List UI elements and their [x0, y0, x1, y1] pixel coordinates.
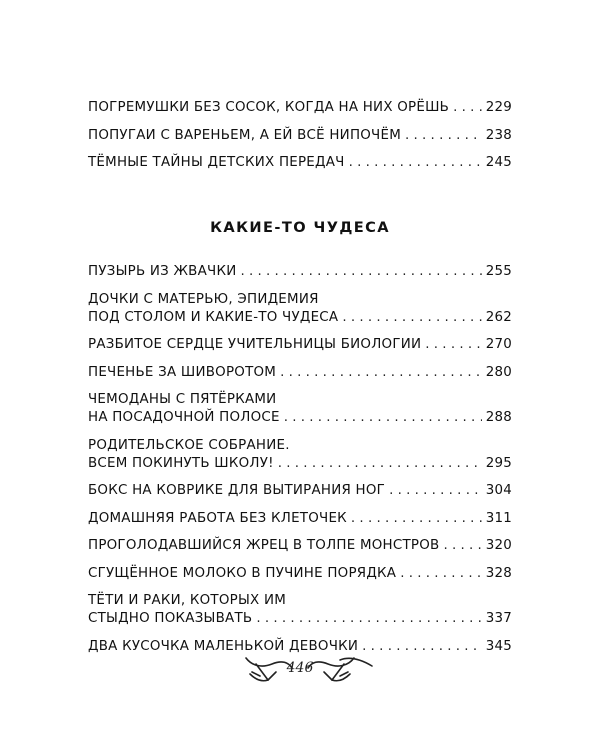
toc-entry-title-line: ДОЧКИ С МАТЕРЬЮ, ЭПИДЕМИЯ — [88, 291, 319, 307]
toc-page-number: 255 — [485, 264, 512, 279]
dot-leader — [349, 154, 482, 172]
dot-leader — [284, 409, 482, 427]
toc-page-number: 311 — [485, 510, 512, 526]
toc-entry — [88, 437, 512, 473]
toc-entry-title-line: ПОД СТОЛОМ И КАКИЕ-ТО ЧУДЕСА — [88, 309, 339, 325]
toc-entry-title-line: ПУЗЫРЬ ИЗ ЖВАЧКИ — [88, 264, 237, 279]
toc-section-list — [88, 263, 512, 665]
dot-leader — [425, 336, 481, 354]
toc-entry — [88, 154, 512, 172]
section-title: КАКИЕ-ТО ЧУДЕСА — [210, 219, 390, 236]
toc-entry-title-line: ТЁТИ И РАКИ, КОТОРЫХ ИМ — [88, 593, 287, 608]
toc-entry-title-line: НА ПОСАДОЧНОЙ ПОЛОСЕ — [88, 410, 280, 425]
dot-leader — [351, 510, 482, 528]
toc-entry-title-line: ПЕЧЕНЬЕ ЗА ШИВОРОТОМ — [88, 364, 277, 380]
toc-entry-row — [88, 364, 512, 382]
toc-entry — [88, 364, 512, 382]
toc-entry-row — [88, 127, 512, 145]
dot-leader — [240, 263, 481, 281]
toc-entry — [88, 482, 512, 500]
toc-entry-title-line: ПОГРЕМУШКИ БЕЗ СОСОК, КОГДА НА НИХ ОРЁШЬ — [88, 100, 450, 115]
toc-entry — [88, 537, 512, 555]
dot-leader — [278, 455, 482, 473]
toc-page-number: 288 — [485, 410, 512, 425]
toc-entry-title-line: РАЗБИТОЕ СЕРДЦЕ УЧИТЕЛЬНИЦЫ БИОЛОГИИ — [88, 337, 422, 352]
dot-leader — [443, 537, 481, 555]
toc-entry-row — [88, 409, 512, 427]
toc-entry — [88, 99, 512, 117]
toc-page-number: 238 — [485, 127, 512, 143]
toc-entry-row — [88, 99, 512, 117]
toc-entry-row — [88, 565, 512, 583]
page-footer — [0, 650, 600, 690]
toc-entry — [88, 510, 512, 528]
toc-entry-title-line: БОКС НА КОВРИКЕ ДЛЯ ВЫТИРАНИЯ НОГ — [88, 483, 386, 498]
toc-entry-title-line: ПОПУГАИ С ВАРЕНЬЕМ, А ЕЙ ВСЁ НИПОЧЁМ — [88, 127, 402, 143]
toc-entry-title-line: ВСЕМ ПОКИНУТЬ ШКОЛУ! — [88, 455, 274, 471]
toc-entry-row — [88, 537, 512, 555]
toc-entry-row — [88, 510, 512, 528]
toc-entry-row — [88, 610, 512, 628]
toc-entry-title-line: СГУЩЁННОЕ МОЛОКО В ПУЧИНЕ ПОРЯДКА — [88, 565, 397, 581]
toc-entry — [88, 391, 512, 427]
toc-top-list — [88, 99, 512, 182]
dot-leader — [256, 610, 481, 628]
toc-entry-title-line: ДВА КУСОЧКА МАЛЕНЬКОЙ ДЕВОЧКИ — [88, 638, 359, 654]
toc-entry — [88, 592, 512, 628]
toc-page-number: 320 — [485, 538, 512, 553]
toc-entry — [88, 263, 512, 281]
toc-entry-title-line: ТЁМНЫЕ ТАЙНЫ ДЕТСКИХ ПЕРЕДАЧ — [88, 155, 345, 170]
toc-page-number: 345 — [485, 638, 512, 654]
toc-page-number: 328 — [485, 565, 512, 581]
toc-page-number: 337 — [485, 611, 512, 626]
toc-entry — [88, 291, 512, 327]
toc-entry — [88, 127, 512, 145]
toc-entry-row — [88, 336, 512, 354]
toc-entry-title-line: ДОМАШНЯЯ РАБОТА БЕЗ КЛЕТОЧЕК — [88, 510, 347, 526]
toc-page-number: 270 — [485, 337, 512, 352]
dot-leader — [342, 309, 481, 327]
toc-page-number: 295 — [485, 455, 512, 471]
toc-entry-title-line: ЧЕМОДАНЫ С ПЯТЁРКАМИ — [88, 392, 277, 407]
dot-leader — [280, 364, 482, 382]
toc-entry-title-line: ПРОГОЛОДАВШИЙСЯ ЖРЕЦ В ТОЛПЕ МОНСТРОВ — [88, 538, 440, 553]
dot-leader — [400, 565, 481, 583]
toc-page-number: 262 — [485, 309, 512, 325]
toc-entry-title-line: РОДИТЕЛЬСКОЕ СОБРАНИЕ. — [88, 437, 290, 453]
toc-entry-title-line: СТЫДНО ПОКАЗЫВАТЬ — [88, 611, 253, 626]
toc-page-number: 229 — [485, 100, 512, 115]
toc-page-number: 304 — [485, 483, 512, 498]
toc-entry-row — [88, 263, 512, 281]
toc-entry-row — [88, 455, 512, 473]
dot-leader — [389, 482, 482, 500]
page-number: 446 — [286, 660, 314, 676]
toc-page-number: 280 — [485, 364, 512, 380]
dot-leader — [453, 99, 482, 117]
toc-entry-row — [88, 309, 512, 327]
toc-entry-row — [88, 482, 512, 500]
toc-entry-row — [88, 154, 512, 172]
toc-page-number: 245 — [485, 155, 512, 170]
dot-leader — [405, 127, 482, 145]
toc-entry — [88, 336, 512, 354]
toc-entry — [88, 565, 512, 583]
